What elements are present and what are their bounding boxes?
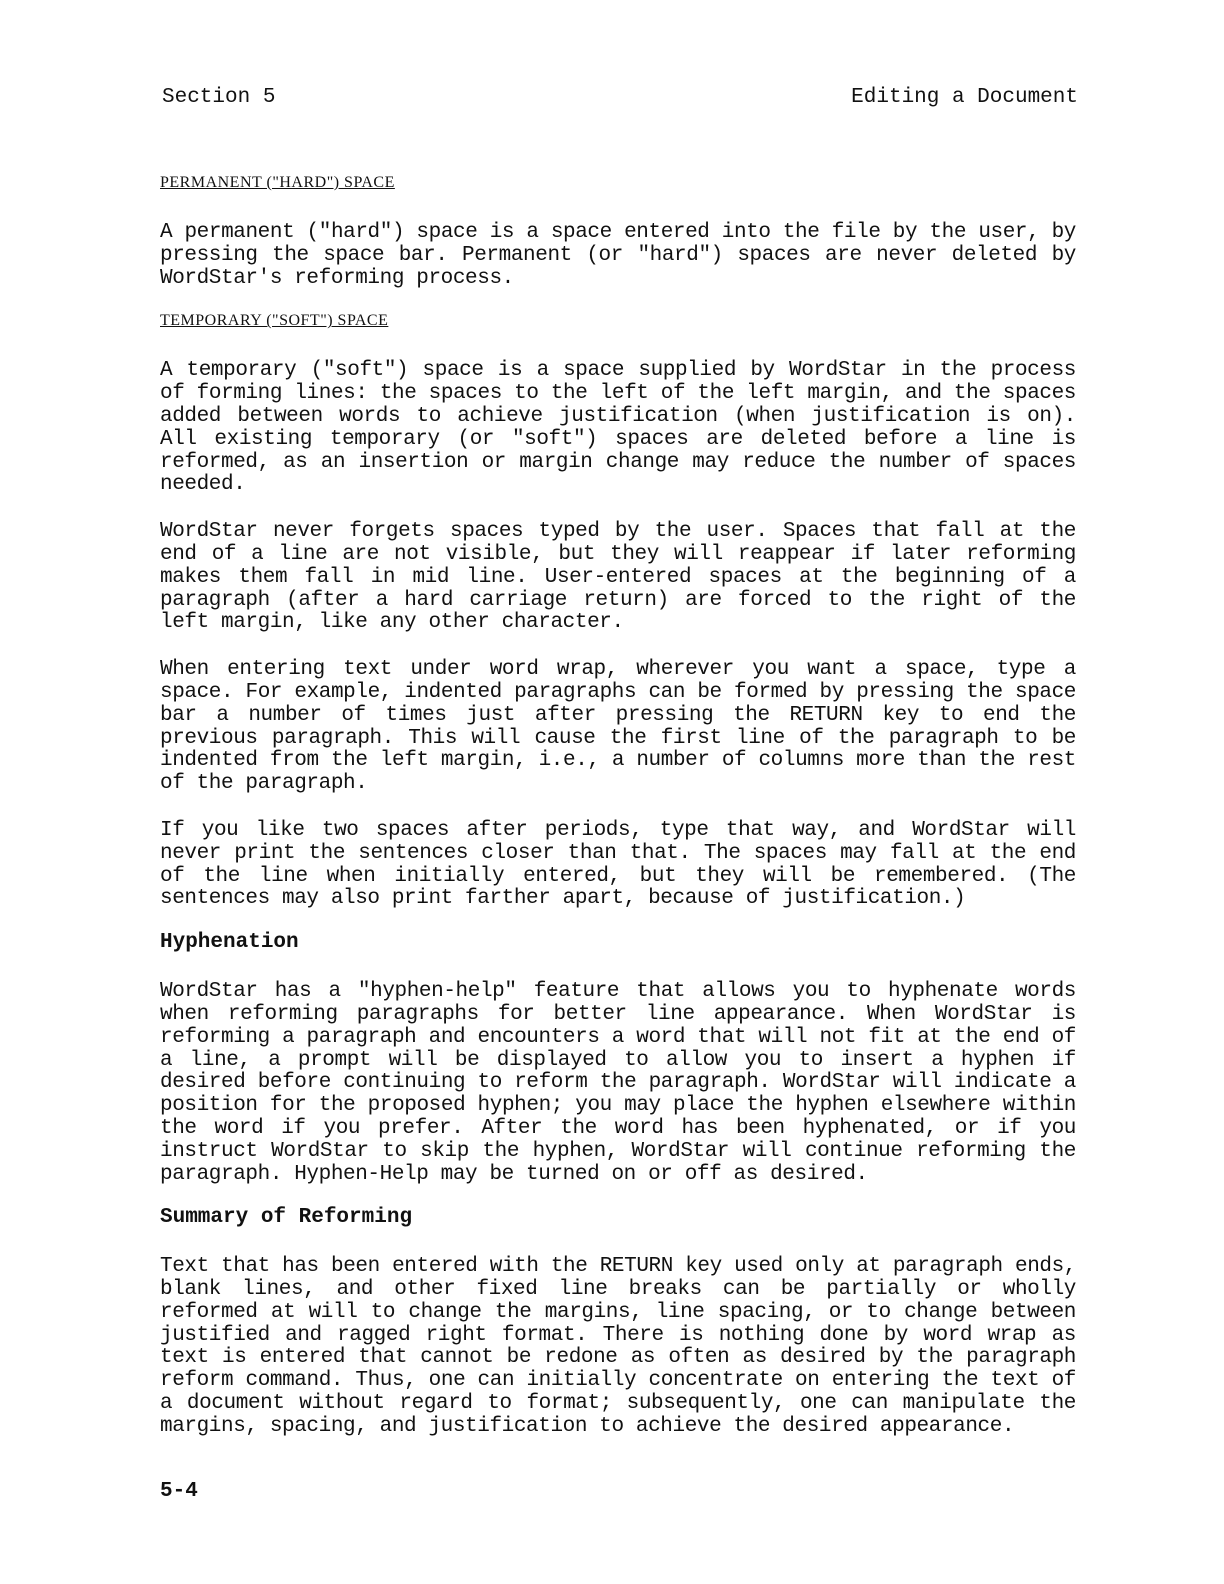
temporary-space-heading: TEMPORARY ("SOFT") SPACE <box>160 312 389 330</box>
permanent-space-heading: PERMANENT ("HARD") SPACE <box>160 174 395 191</box>
hyphenation-heading: Hyphenation <box>160 931 299 955</box>
temporary-space-paragraph-3: When entering text under word wrap, wherever you want a space, type a space. For example, indented paragraphs can be formed by pressing the space bar a number of times just after pressing the RETURN key to end the previous paragraph. This will cause the first line of the paragraph to be indented from the left margin, i.e., a number of columns more than the rest of the paragraph. <box>160 658 1076 796</box>
temporary-space-paragraph-1: A temporary ("soft") space is a space supplied by WordStar in the process of forming lines: the spaces to the left of the left margin, and the spaces added between words to achieve justification (when justification is on). All existing temporary (or "soft") spaces are deleted before a line is reformed, as an insertion or margin change may reduce the number of spaces needed. <box>160 359 1076 497</box>
section-label: Section 5 <box>162 86 276 109</box>
temporary-space-paragraph-2: WordStar never forgets spaces typed by the user. Spaces that fall at the end of a line are not visible, but they will reappear if later reforming makes them fall in mid line. User-entered spaces at the beginning of a paragraph (after a hard carriage return) are forced to the right of the left margin, like any other character. <box>160 520 1076 635</box>
hyphenation-paragraph: WordStar has a "hyphen-help" feature that allows you to hyphenate words when reforming paragraphs for better line appearance. When WordStar is reforming a paragraph and encounters a word that will not fit at the end of a line, a prompt will be displayed to allow you to insert a hyphen if desired before continuing to reform the paragraph. WordStar will indicate a position for the proposed hyphen; you may place the hyphen elsewhere within the word if you prefer. After the word has been hyphenated, or if you instruct WordStar to skip the hyphen, WordStar will continue reforming the paragraph. Hyphen-Help may be turned on or off as desired. <box>160 980 1076 1186</box>
chapter-title: Editing a Document <box>851 86 1078 109</box>
summary-heading: Summary of Reforming <box>160 1206 413 1230</box>
page-number: 5-4 <box>160 1480 198 1503</box>
document-body <box>160 172 1076 1463</box>
summary-paragraph: Text that has been entered with the RETURN key used only at paragraph ends, blank lines, and other fixed line breaks can be partially or wholly reformed at will to change the margins, line spacing, or to change between justified and ragged right format. There is nothing done by word wrap as text is entered that cannot be redone as often as desired by the paragraph reform command. Thus, one can initially concentrate on entering the text of a document without regard to format; subsequently, one can manipulate the margins, spacing, and justification to achieve the desired appearance. <box>160 1255 1076 1438</box>
permanent-space-paragraph: A permanent ("hard") space is a space entered into the file by the user, by pressing the space bar. Permanent (or "hard") spaces are never deleted by WordStar's reforming process. <box>160 221 1076 290</box>
temporary-space-paragraph-4: If you like two spaces after periods, type that way, and WordStar will never print the sentences closer than that. The spaces may fall at the end of the line when initially entered, but they will be remembered. (The sentences may also print farther apart, because of justification.) <box>160 818 1076 911</box>
